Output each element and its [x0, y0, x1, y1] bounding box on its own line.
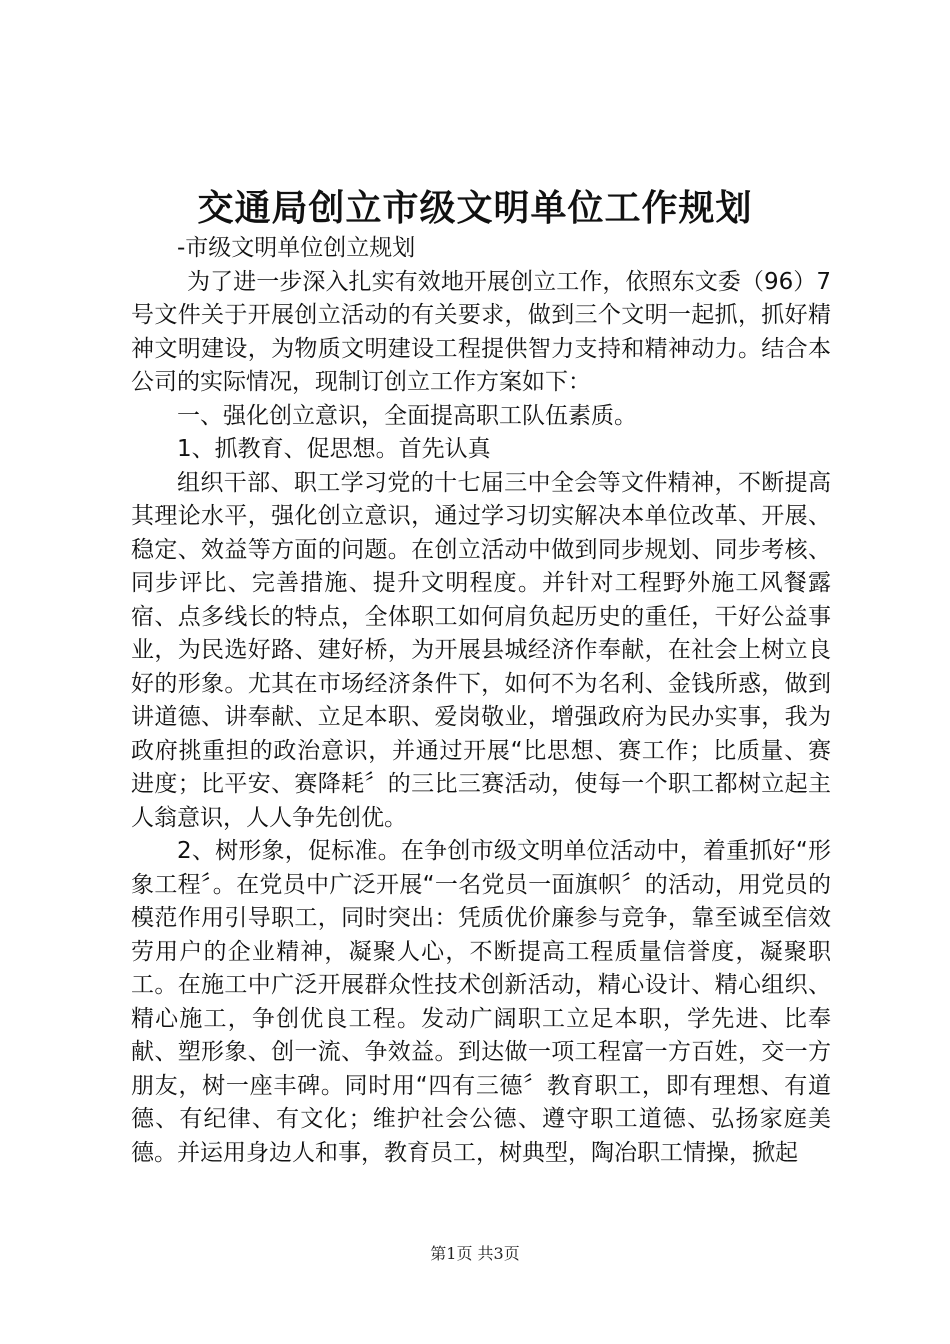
document-title: 交通局创立市级文明单位工作规划 [197, 187, 753, 229]
paragraph-image: 2、树形象，促标准。在争创市级文明单位活动中，着重抓好“形象工程〞。在党员中广泛开展“一名党员一面旗帜〞的活动，用党员的模范作用引导职工，同时突出：凭质优价廉参与竞争，靠至诚至信效劳用户的企业精神，凝聚人心，不断提高工程质量信誉度，凝聚职工。在施工中广泛开展群众性技术创新活动，精心设计、精心组织、精心施工，争创优良工程。发动广阔职工立足本职，学先进、比奉献、塑形象、创一流、争效益。到达做一项工程富一方百姓，交一方朋友，树一座丰碑。同时用“四有三德〞教育职工，即有理想、有道德、有纪律、有文化；维护社会公德、遵守职工道德、弘扬家庭美德。并运用身边人和事，教育员工，树典型，陶冶职工情操，掀起 [131, 838, 831, 1166]
paragraph-intro: 为了进一步深入扎实有效地开展创立工作，依照东文委（96）7号文件关于开展创立活动的有关要求，做到三个文明一起抓，抓好精神文明建设，为物质文明建设工程提供智力支持和精神动力。结合本公司的实际情况，现制订创立工作方案如下： [131, 268, 831, 395]
paragraph-education: 组织干部、职工学习党的十七届三中全会等文件精神，不断提高其理论水平，强化创立意识，通过学习切实解决本单位改革、开展、稳定、效益等方面的问题。在创立活动中做到同步规划、同步考核、同步评比、完善措施、提升文明程度。并针对工程野外施工风餐露宿、点多线长的特点，全体职工如何肩负起历史的重任，干好公益事业，为民选好路、建好桥，为开展县城经济作奉献，在社会上树立良好的形象。尤其在市场经济条件下，如何不为名利、金钱所惑，做到讲道德、讲奉献、立足本职、爱岗敬业，增强政府为民办实事，我为政府挑重担的政治意识，并通过开展“比思想、赛工作；比质量、赛进度；比平安、赛降耗〞的三比三赛活动，使每一个职工都树立起主人翁意识，人人争先创优。 [131, 469, 831, 831]
page-number: 第1页 共3页 [430, 1244, 520, 1263]
document-subtitle: -市级文明单位创立规划 [177, 235, 416, 261]
document-body [131, 232, 831, 1170]
subsection-heading-1: 1、抓教育、促思想。首先认真 [177, 436, 491, 462]
section-heading-1: 一、强化创立意识，全面提高职工队伍素质。 [177, 402, 637, 429]
